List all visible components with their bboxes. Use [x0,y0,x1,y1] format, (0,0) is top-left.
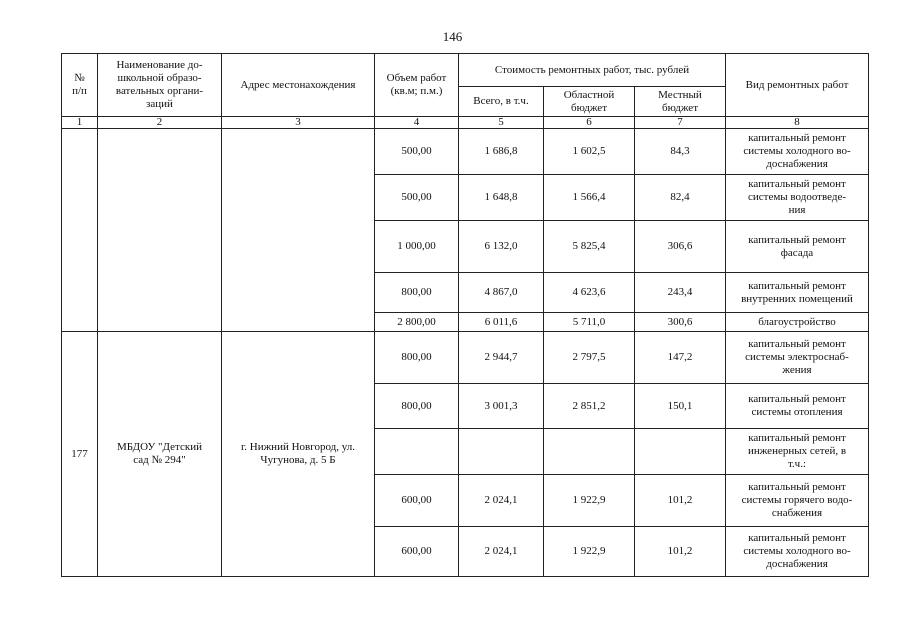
column-number: 1 [62,117,98,129]
cell-local: 147,2 [635,332,726,384]
cell-work-type: капитальный ремонт системы электроснаб- жения [726,332,869,384]
cell-total: 1 648,8 [459,175,544,221]
cell-local: 82,4 [635,175,726,221]
page-number: 146 [442,29,463,44]
cell-total: 6 132,0 [459,221,544,273]
cell-local: 101,2 [635,475,726,527]
table-row [62,332,869,384]
cell-work-type: капитальный ремонт системы водоотведе- ния [726,175,869,221]
cell-regional: 1 922,9 [544,475,635,527]
column-number: 5 [459,117,544,129]
cell-total [459,429,544,475]
table-row [62,129,869,175]
cell-work-type: капитальный ремонт фасада [726,221,869,273]
header-total: Всего, в т.ч. [459,87,544,117]
cell-work-type: капитальный ремонт внутренних помещений [726,273,869,313]
cell-local: 101,2 [635,527,726,577]
cell-regional: 1 602,5 [544,129,635,175]
cell-volume: 600,00 [375,527,459,577]
cell-volume: 800,00 [375,273,459,313]
cell-address: г. Нижний Новгород, ул. Чугунова, д. 5 Б [222,332,375,577]
cell-work-type: капитальный ремонт системы холодного во- доснабжения [726,527,869,577]
header-work-type: Вид ремонтных работ [726,54,869,117]
header-org-name: Наименование до- школьной образо- вательных органи- заций [98,54,222,117]
cell-local: 306,6 [635,221,726,273]
cell-total: 2 024,1 [459,527,544,577]
cell-volume: 600,00 [375,475,459,527]
cell-number-empty [62,129,98,332]
cell-total: 2 944,7 [459,332,544,384]
cell-regional: 2 851,2 [544,384,635,429]
column-number: 3 [222,117,375,129]
cell-volume: 800,00 [375,384,459,429]
cell-volume: 500,00 [375,129,459,175]
column-number: 7 [635,117,726,129]
cell-org-name: МБДОУ "Детский сад № 294" [98,332,222,577]
header-regional: Областной бюджет [544,87,635,117]
cell-volume [375,429,459,475]
cell-work-type: капитальный ремонт системы горячего водо- снабжения [726,475,869,527]
cell-address-empty [222,129,375,332]
cell-regional: 1 922,9 [544,527,635,577]
cell-volume: 800,00 [375,332,459,384]
cell-work-type: капитальный ремонт системы отопления [726,384,869,429]
cell-volume: 500,00 [375,175,459,221]
cell-regional: 5 825,4 [544,221,635,273]
cell-volume: 2 800,00 [375,313,459,332]
cell-regional: 1 566,4 [544,175,635,221]
cell-total: 4 867,0 [459,273,544,313]
cell-work-type: благоустройство [726,313,869,332]
cell-total: 3 001,3 [459,384,544,429]
cell-local: 300,6 [635,313,726,332]
column-number: 6 [544,117,635,129]
cell-local: 150,1 [635,384,726,429]
cell-regional: 2 797,5 [544,332,635,384]
column-number: 8 [726,117,869,129]
cell-total: 6 011,6 [459,313,544,332]
header-row [62,54,869,87]
header-local: Местный бюджет [635,87,726,117]
cell-regional: 5 711,0 [544,313,635,332]
cell-number: 177 [62,332,98,577]
repair-works-table [61,53,869,577]
cell-local [635,429,726,475]
column-numbers-row [62,117,869,129]
column-number: 4 [375,117,459,129]
cell-volume: 1 000,00 [375,221,459,273]
cell-local: 84,3 [635,129,726,175]
header-cost-group: Стоимость ремонтных работ, тыс. рублей [459,54,726,87]
header-address: Адрес местонахождения [222,54,375,117]
cell-local: 243,4 [635,273,726,313]
header-row-number: № п/п [62,54,98,117]
column-number: 2 [98,117,222,129]
cell-work-type: капитальный ремонт инженерных сетей, в т.ч.: [726,429,869,475]
cell-regional: 4 623,6 [544,273,635,313]
cell-work-type: капитальный ремонт системы холодного во- доснабжения [726,129,869,175]
header-volume: Объем работ (кв.м; п.м.) [375,54,459,117]
cell-total: 1 686,8 [459,129,544,175]
cell-regional [544,429,635,475]
cell-total: 2 024,1 [459,475,544,527]
cell-org-empty [98,129,222,332]
